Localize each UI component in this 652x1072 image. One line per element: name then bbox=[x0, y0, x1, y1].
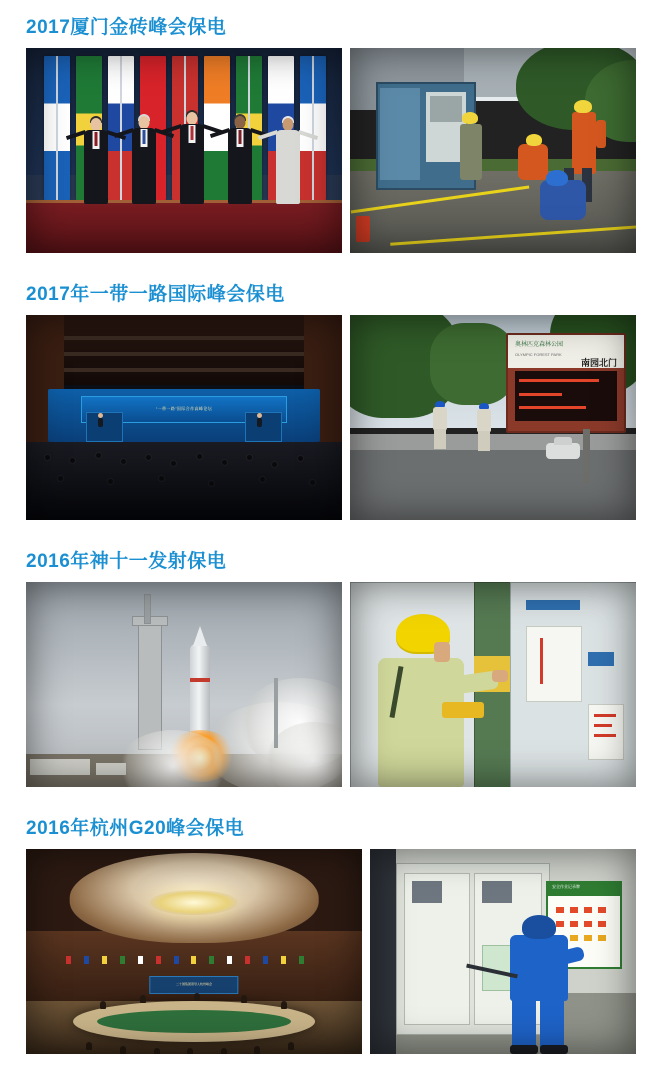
photo-workers-street-cabinet bbox=[350, 48, 636, 253]
section-shenzhou-11-2016 bbox=[0, 520, 652, 787]
hall-screen-text: 二十国集团领导人杭州峰会 bbox=[175, 982, 213, 986]
section-title: 2016年杭州G20峰会保电 bbox=[26, 818, 245, 839]
section-title: 2016年神十一发射保电 bbox=[26, 551, 227, 572]
photo-row bbox=[0, 849, 652, 1054]
photo-g20-round-table-hall bbox=[26, 849, 362, 1054]
photo-brics-leaders-stage bbox=[26, 48, 342, 253]
park-sign-gate: 南园北门 bbox=[581, 358, 618, 369]
photo-workers-park-sign bbox=[350, 315, 636, 520]
section-title: 2017厦门金砖峰会保电 bbox=[26, 17, 227, 38]
photo-forum-hall-blue-stage bbox=[26, 315, 342, 520]
section-title: 2017年一带一路国际峰会保电 bbox=[26, 284, 285, 305]
safety-chart-title: 安全作业记录牌 bbox=[552, 884, 580, 889]
stage-screen-text: “一带一路”国际合作高峰论坛 bbox=[155, 406, 213, 412]
photo-row bbox=[0, 582, 652, 787]
photo-rocket-launch bbox=[26, 582, 342, 787]
park-sign-name: 奥林匹克森林公园 bbox=[514, 341, 563, 348]
section-belt-and-road-2017 bbox=[0, 253, 652, 520]
photo-worker-switchgear-yellow-helmet bbox=[350, 582, 636, 787]
photo-row bbox=[0, 48, 652, 253]
section-brics-2017 bbox=[0, 0, 652, 253]
photo-worker-blue-uniform-panel-room bbox=[370, 849, 636, 1054]
section-g20-hangzhou-2016 bbox=[0, 787, 652, 1054]
photo-row bbox=[0, 315, 652, 520]
park-sign-subtitle: OLYMPIC FOREST PARK bbox=[514, 352, 562, 358]
